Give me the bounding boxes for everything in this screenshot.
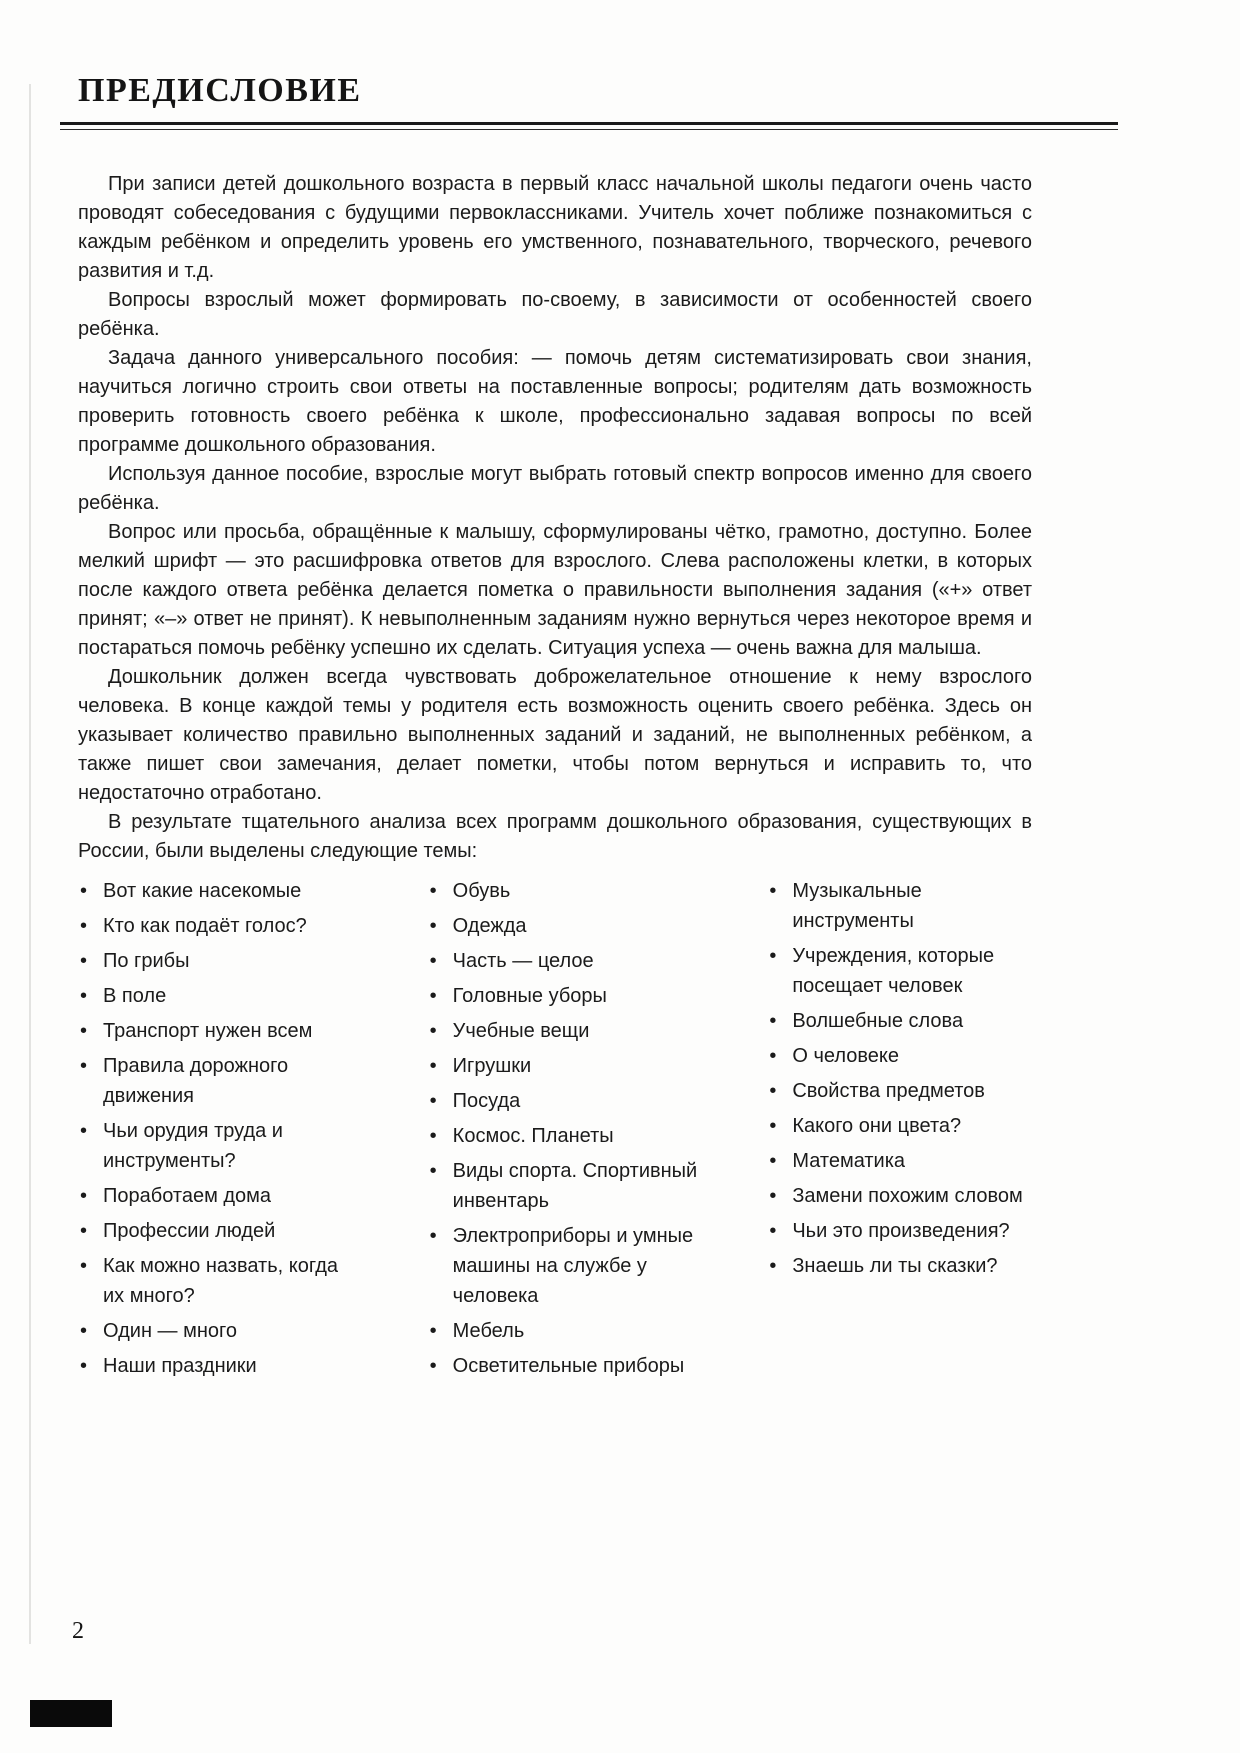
topic-label: По грибы [103, 950, 190, 972]
topic-label: Свойства предметов [792, 1080, 985, 1102]
topic-item [767, 1041, 1032, 1071]
topic-label: Одежда [452, 915, 527, 937]
topic-label: Головные уборы [452, 985, 607, 1007]
topic-item [767, 1111, 1032, 1141]
topic-label: Обувь [452, 880, 511, 902]
topic-label: Как можно назвать, когда их много? [103, 1255, 339, 1307]
topic-label: Осветительные приборы [452, 1355, 685, 1377]
preface-paragraph: Вопрос или просьба, обращённые к малышу, сформулированы чётко, грамотно, доступно. Более мелкий шрифт — это расшифровка ответов для взрослого. Слева расположены клетки, в которых после каждого ответа ребёнка делается пометка о правильности выполнения задания («+» ответ принят; «–» ответ не принят). К невыполненным заданиям нужно вернуться через некоторое время и постараться помочь ребёнку успешно их сделать. Ситуация успеха — очень важна для малыша. [78, 521, 1032, 659]
topic-item [78, 911, 353, 941]
page-title: ПРЕДИСЛОВИЕ [78, 72, 362, 109]
preface-paragraph: Используя данное пособие, взрослые могут выбрать готовый спектр вопросов именно для своего ребёнка. [78, 463, 1032, 514]
preface-body [78, 170, 1032, 1386]
topic-item [78, 1251, 353, 1311]
topic-label: Чьи это произведения? [792, 1220, 1010, 1242]
topic-item [428, 1351, 713, 1381]
topic-item [428, 1086, 713, 1116]
topic-item [767, 941, 1032, 1001]
topics-lists [78, 876, 1032, 1386]
topic-label: Мебель [452, 1320, 525, 1342]
topic-item [767, 1006, 1032, 1036]
topic-label: Профессии людей [103, 1220, 276, 1242]
preface-paragraph: При записи детей дошкольного возраста в первый класс начальной школы педагоги очень часто проводят собеседования с будущими первоклассниками. Учитель хочет поближе познакомиться с каждым ребёнком и определить уровень его умственного, познавательного, творческого, речевого развития и т.д. [78, 173, 1032, 282]
topic-label: Посуда [452, 1090, 521, 1112]
topic-item [767, 1216, 1032, 1246]
title-rule-thin [60, 129, 1118, 130]
topic-item [78, 1116, 353, 1176]
topic-label: Вот какие насекомые [103, 880, 302, 902]
topic-label: Какого они цвета? [792, 1115, 962, 1137]
topic-item [428, 876, 713, 906]
topic-label: Наши праздники [103, 1355, 257, 1377]
topic-item [428, 946, 713, 976]
topic-item [767, 876, 1032, 936]
topic-item [428, 1221, 713, 1311]
topic-label: Волшебные слова [792, 1010, 964, 1032]
topic-item [78, 876, 353, 906]
topic-item [767, 1181, 1032, 1211]
topic-label: Часть — целое [452, 950, 594, 972]
topic-item [428, 1121, 713, 1151]
title-rule-thick [60, 122, 1118, 125]
topic-item [78, 1316, 353, 1346]
topic-label: Учреждения, которые посещает человек [792, 945, 995, 997]
topic-item [428, 1051, 713, 1081]
topic-item [78, 1181, 353, 1211]
topic-label: Космос. Планеты [452, 1125, 614, 1147]
topic-item [78, 1016, 353, 1046]
topic-label: Кто как подаёт голос? [103, 915, 307, 937]
topic-item [428, 1016, 713, 1046]
topic-label: Математика [792, 1150, 906, 1172]
topic-item [428, 1316, 713, 1346]
topics-column-2 [428, 876, 713, 1386]
topic-item [767, 1076, 1032, 1106]
preface-paragraph: Дошкольник должен всегда чувствовать доброжелательное отношение к нему взрослого человека. В конце каждой темы у родителя есть возможность оценить своего ребёнка. Здесь он указывает количество правильно выполненных заданий и заданий, не выполненных ребёнком, а также пишет свои замечания, делает пометки, чтобы потом вернуться и исправить то, что недостаточно отработано. [78, 666, 1032, 804]
page-number: 2 [72, 1618, 84, 1644]
topic-label: Правила дорожного движения [103, 1055, 289, 1107]
topic-label: Игрушки [452, 1055, 532, 1077]
preface-paragraph: Задача данного универсального пособия: — помочь детям систематизировать свои знания, научиться логично строить свои ответы на поставленные вопросы; родителям дать возможность проверить готовность своего ребёнка к школе, профессионально задавая вопросы по всей программе дошкольного образования. [78, 347, 1032, 456]
topics-column-1 [78, 876, 353, 1386]
preface-paragraph: В результате тщательного анализа всех программ дошкольного образования, существующих в России, были выделены следующие темы: [78, 811, 1032, 862]
topic-item [428, 911, 713, 941]
topic-label: Знаешь ли ты сказки? [792, 1255, 998, 1277]
topic-item [78, 981, 353, 1011]
scan-artifact-bar [30, 1700, 112, 1727]
preface-paragraph: Вопросы взрослый может формировать по-своему, в зависимости от особенностей своего ребёнка. [78, 289, 1032, 340]
topic-label: Музыкальные инструменты [792, 880, 922, 932]
topic-label: Электроприборы и умные машины на службе у человека [452, 1225, 694, 1307]
topic-label: Транспорт нужен всем [103, 1020, 313, 1042]
topic-label: Виды спорта. Спортивный инвентарь [452, 1160, 698, 1212]
topic-item [767, 1251, 1032, 1281]
topics-column-3 [767, 876, 1032, 1286]
topic-label: Один — много [103, 1320, 238, 1342]
topic-label: В поле [103, 985, 167, 1007]
topic-item [78, 1351, 353, 1381]
topic-item [78, 946, 353, 976]
scan-edge-shadow [29, 84, 31, 1644]
topic-item [428, 981, 713, 1011]
topic-label: О человеке [792, 1045, 899, 1067]
topic-label: Чьи орудия труда и инструменты? [103, 1120, 283, 1172]
topic-label: Замени похожим словом [792, 1185, 1023, 1207]
topic-item [428, 1156, 713, 1216]
topic-item [767, 1146, 1032, 1176]
topic-label: Поработаем дома [103, 1185, 272, 1207]
topic-item [78, 1216, 353, 1246]
topic-label: Учебные вещи [452, 1020, 590, 1042]
topic-item [78, 1051, 353, 1111]
